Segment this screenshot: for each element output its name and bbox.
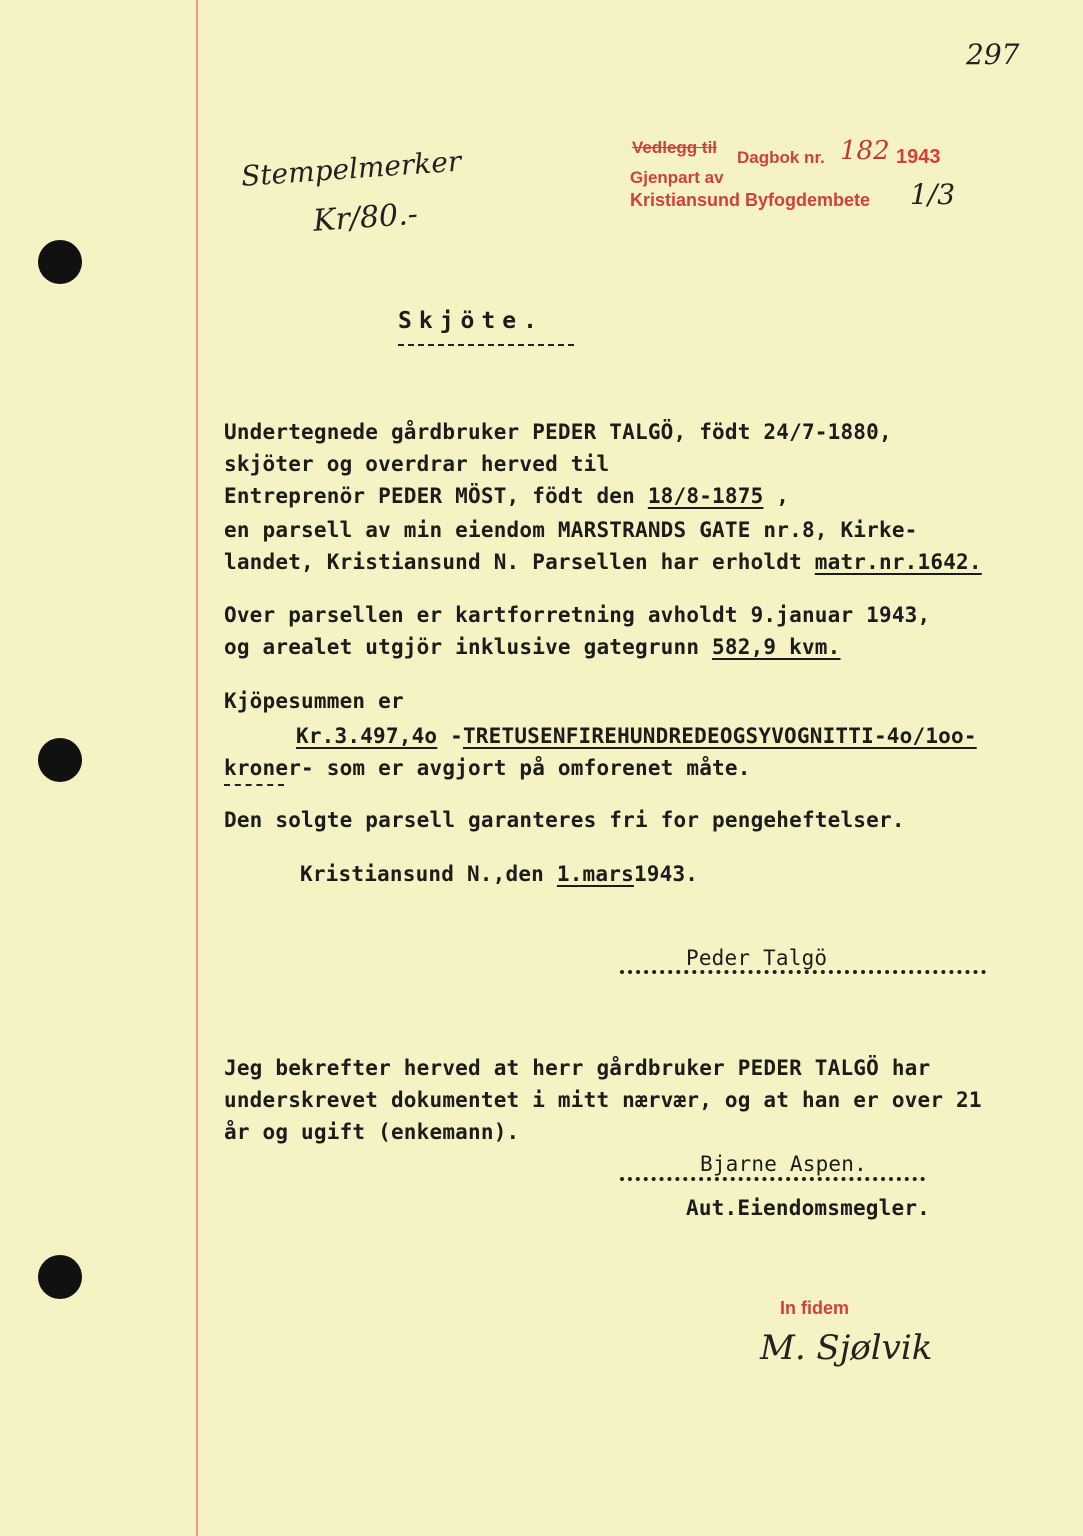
dateline-year: 1943. bbox=[633, 862, 699, 886]
punch-hole-middle bbox=[38, 738, 82, 782]
para4: Den solgte parsell garanteres fri for pengeheftelser. bbox=[224, 808, 905, 832]
para3-line3-text: som er avgjort på omforenet måte. bbox=[313, 756, 751, 780]
matr-number: matr.nr.1642. bbox=[814, 550, 982, 574]
stamp-dagbok-label: Dagbok nr. bbox=[737, 148, 825, 167]
para1-line3-text: Entreprenör PEDER MÖST, födt den bbox=[224, 484, 648, 508]
dateline-day: 1.mars bbox=[556, 862, 634, 886]
stempelmerker-label: Stempelmerker bbox=[240, 144, 463, 193]
para1-line5 bbox=[224, 550, 982, 574]
para3-line1: Kjöpesummen er bbox=[224, 689, 404, 713]
para3-line2 bbox=[296, 724, 977, 748]
signature-broker-title: Aut.Eiendomsmegler. bbox=[686, 1196, 931, 1220]
para1-line5-text: landet, Kristiansund N. Parsellen har erholdt bbox=[224, 550, 815, 574]
para1-line3 bbox=[224, 484, 789, 508]
para1-line3-tail: , bbox=[763, 484, 790, 508]
in-fidem-stamp: In fidem bbox=[780, 1298, 850, 1318]
area-value: 582,9 kvm. bbox=[712, 635, 841, 659]
stamp-office: Kristiansund Byfogdembete bbox=[630, 190, 871, 210]
document-title: Skjöte. bbox=[398, 308, 544, 334]
stempelmerker-amount: Kr/80.- bbox=[312, 196, 419, 239]
para1-line1: Undertegnede gårdbruker PEDER TALGÖ, födt 24/7-1880, bbox=[224, 420, 892, 444]
para2-line1: Over parsellen er kartforretning avholdt 9.januar 1943, bbox=[224, 603, 931, 627]
price-in-words: TRETUSENFIREHUNDREDEOGSYVOGNITTI-4o/1oo- bbox=[462, 724, 977, 748]
buyer-birthdate: 18/8-1875 bbox=[647, 484, 764, 508]
punch-hole-bottom bbox=[38, 1255, 82, 1299]
para3-line3 bbox=[224, 756, 751, 780]
punch-hole-top bbox=[38, 240, 82, 284]
attestation-line2: underskrevet dokumentet i mitt nærvær, og at han er over 21 bbox=[224, 1088, 982, 1112]
attestation-line1: Jeg bekrefter herved at herr gårdbruker PEDER TALGÖ har bbox=[224, 1056, 931, 1080]
signature-seller-line bbox=[620, 970, 986, 974]
stamp-gjenpart: Gjenpart av bbox=[630, 168, 724, 187]
para1-line2: skjöter og overdrar herved til bbox=[224, 452, 610, 476]
page-number: 297 bbox=[966, 38, 1020, 71]
stamp-date: 1/3 bbox=[910, 178, 956, 211]
stamp-dagbok-number: 182 bbox=[840, 136, 890, 166]
signature-broker-line bbox=[620, 1177, 925, 1181]
signature-seller: Peder Talgö bbox=[686, 946, 828, 970]
dateline bbox=[300, 862, 698, 886]
signature-broker-name: Bjarne Aspen. bbox=[700, 1152, 867, 1176]
in-fidem-signature: M. Sjølvik bbox=[760, 1328, 933, 1368]
stamp-vedlegg: Vedlegg til bbox=[632, 138, 718, 157]
dateline-place: Kristiansund N.,den bbox=[300, 862, 557, 886]
price-currency: kroner- bbox=[224, 756, 314, 780]
kroner-underline bbox=[224, 784, 284, 786]
margin-rule bbox=[196, 0, 198, 1536]
para1-line4: en parsell av min eiendom MARSTRANDS GATE nr.8, Kirke- bbox=[224, 518, 918, 542]
title-underline bbox=[398, 344, 574, 346]
para2-line2-text: og arealet utgjör inklusive gategrunn bbox=[224, 635, 713, 659]
price-amount: Kr.3.497,4o bbox=[296, 724, 438, 748]
attestation-line3: år og ugift (enkemann). bbox=[224, 1120, 520, 1144]
price-dash: - bbox=[437, 724, 463, 748]
stamp-dagbok-year: 1943 bbox=[896, 146, 941, 168]
para2-line2 bbox=[224, 635, 840, 659]
